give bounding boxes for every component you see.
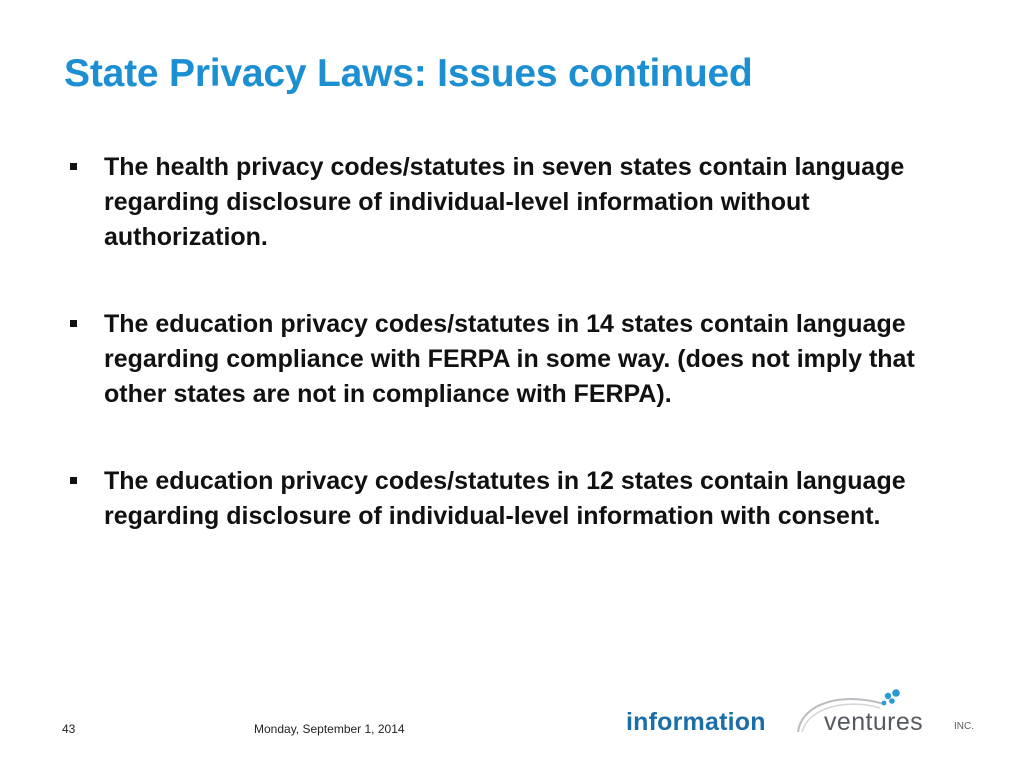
bullet-list [66, 150, 966, 586]
bullet-item [66, 150, 966, 255]
bullet-item [66, 307, 966, 412]
bullet-text: The health privacy codes/statutes in seven states contain language regarding disclosure of individual-level information without authorization. [104, 153, 905, 251]
bullet-text: The education privacy codes/statutes in 14 states contain language regarding compliance with FERPA in some way. (does not imply that other states are not in compliance with FERPA). [104, 310, 915, 408]
square-bullet-icon [70, 320, 77, 327]
logo-word-information: information [626, 708, 766, 736]
company-logo [622, 688, 992, 744]
slide-number: 43 [62, 722, 76, 736]
bullet-item [66, 464, 966, 534]
square-bullet-icon [70, 163, 77, 170]
bullet-text: The education privacy codes/statutes in 12 states contain language regarding disclosure of individual-level information with consent. [104, 467, 906, 530]
logo-word-ventures: ventures [824, 708, 924, 736]
square-bullet-icon [70, 477, 77, 484]
logo-suffix-inc: INC. [954, 721, 974, 732]
slide-date: Monday, September 1, 2014 [254, 722, 405, 736]
slide-title: State Privacy Laws: Issues continued [64, 52, 753, 95]
